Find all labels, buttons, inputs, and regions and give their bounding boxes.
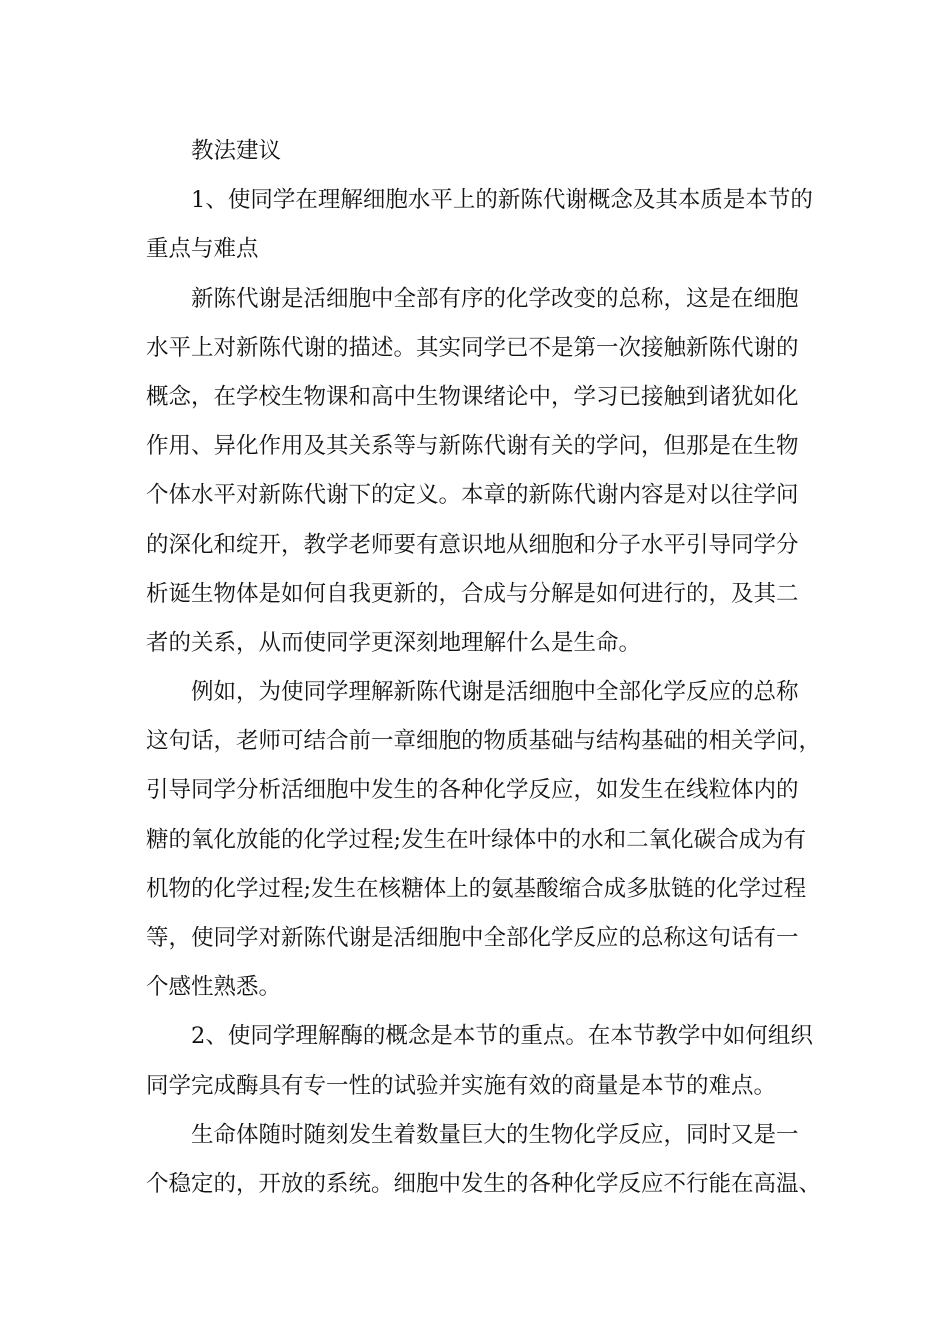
text-line: 这句话，老师可结合前一章细胞的物质基础与结构基础的相关学问， — [146, 728, 822, 755]
text-line: 引导同学分析活细胞中发生的各种化学反应，如发生在线粒体内的 — [146, 777, 799, 804]
text-line: 等，使同学对新陈代谢是活细胞中全部化学反应的总称这句话有一 — [146, 925, 799, 951]
text-line: 重点与难点 — [146, 236, 259, 263]
text-line: 机物的化学过程;发生在核糖体上的氨基酸缩合成多肽链的化学过程 — [146, 875, 807, 902]
text-line: 同学完成酶具有专一性的试验并实施有效的商量是本节的难点。 — [146, 1072, 777, 1099]
text-line: 生命体随时随刻发生着数量巨大的生物化学反应，同时又是一 — [191, 1121, 799, 1148]
text-line: 个体水平对新陈代谢下的定义。本章的新陈代谢内容是对以往学问 — [146, 482, 799, 509]
text-line: 的深化和绽开，教学老师要有意识地从细胞和分子水平引导同学分 — [146, 531, 799, 558]
text-line: 2、使同学理解酶的概念是本节的重点。在本节教学中如何组织 — [191, 1023, 813, 1050]
text-line: 概念，在学校生物课和高中生物课绪论中，学习已接触到诸犹如化 — [146, 383, 799, 410]
text-line: 例如，为使同学理解新陈代谢是活细胞中全部化学反应的总称 — [191, 679, 799, 706]
text-line: 个感性熟悉。 — [146, 974, 282, 1001]
text-line: 析诞生物体是如何自我更新的，合成与分解是如何进行的，及其二 — [146, 580, 799, 607]
text-line: 新陈代谢是活细胞中全部有序的化学改变的总称，这是在细胞 — [191, 285, 799, 312]
text-line: 糖的氧化放能的化学过程;发生在叶绿体中的水和二氧化碳合成为有 — [146, 826, 807, 853]
text-line: 者的关系，从而使同学更深刻地理解什么是生命。 — [146, 629, 642, 656]
section-heading: 教法建议 — [191, 138, 282, 164]
text-line: 作用、异化作用及其关系等与新陈代谢有关的学问，但那是在生物 — [146, 433, 799, 460]
text-line: 个稳定的，开放的系统。细胞中发生的各种化学反应不行能在高温、 — [146, 1170, 822, 1197]
text-line: 水平上对新陈代谢的描述。其实同学已不是第一次接触新陈代谢的 — [146, 334, 799, 361]
document-body — [146, 127, 826, 1209]
text-line: 1、使同学在理解细胞水平上的新陈代谢概念及其本质是本节的 — [191, 187, 813, 214]
